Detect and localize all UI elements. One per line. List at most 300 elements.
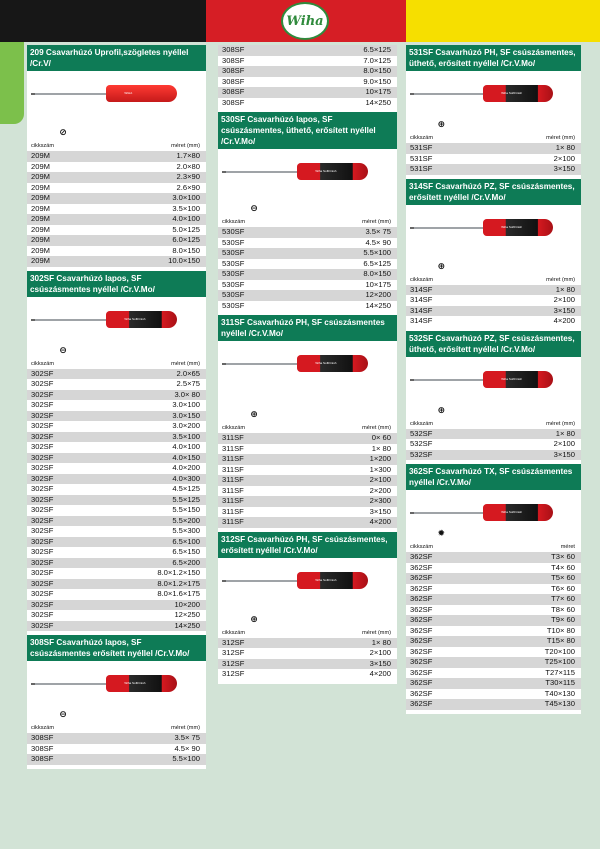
handle-label: Wiha SoftFinish — [124, 681, 146, 685]
product-section — [218, 532, 397, 684]
article-code: 362SF — [406, 552, 464, 563]
article-code: 311SF — [218, 475, 276, 486]
size-table — [218, 423, 397, 528]
article-code: 530SF — [222, 300, 245, 310]
size-value: T5× 60 — [464, 573, 581, 584]
section-title: 531SF Csavarhúzó PH, SF csúszásmentes, üthető, erősített nyéllel /Cr.V.Mo/ — [406, 45, 581, 71]
screwdriver-handle — [483, 219, 553, 236]
header-article: cikkszám — [410, 135, 433, 141]
article-code: 362SF — [406, 573, 464, 584]
size-value: 4.0×200 — [172, 463, 200, 473]
table-row — [27, 151, 206, 162]
screwdriver-handle — [106, 85, 178, 102]
article-code: 302SF — [31, 589, 54, 599]
article-code: 209M — [27, 256, 85, 267]
size-value: 3.0×150 — [85, 411, 206, 422]
table-row — [27, 172, 206, 183]
article-code: 311SF — [222, 485, 244, 495]
article-code: 308SF — [218, 66, 276, 77]
size-value: 6.5×100 — [85, 537, 206, 548]
screwdriver-handle — [106, 311, 178, 328]
table-row — [406, 657, 581, 668]
size-value: T3× 60 — [464, 552, 581, 563]
article-code: 302SF — [31, 442, 54, 452]
article-code: 302SF — [27, 516, 85, 527]
size-value: 1× 80 — [464, 143, 581, 154]
screwdriver-image — [406, 71, 581, 133]
size-value: T8× 60 — [551, 604, 575, 614]
article-code: 302SF — [27, 369, 85, 380]
tip-type-icon: ⊖ — [250, 203, 258, 213]
section-title: 209 Csavarhúzó Uprofil,szögletes nyéllel /Cr.V/ — [27, 45, 206, 71]
section-title: 362SF Csavarhúzó TX, SF csúszásmentes nyéllel /Cr.V.Mo/ — [406, 464, 581, 490]
article-code: 302SF — [27, 411, 85, 422]
article-code: 530SF — [218, 290, 276, 301]
screwdriver-tip — [222, 171, 226, 173]
product-section — [406, 464, 581, 714]
table-row — [27, 369, 206, 380]
handle-label: Wiha SoftFinish — [315, 361, 337, 365]
article-code: 302SF — [27, 558, 85, 569]
article-code: 362SF — [406, 678, 464, 689]
size-value: 1.7×80 — [85, 151, 206, 162]
size-value: 3×150 — [276, 659, 397, 670]
screwdriver-tip — [31, 319, 35, 321]
table-row — [218, 66, 397, 77]
tip-type-icon: ⊕ — [437, 119, 446, 129]
table-row — [218, 669, 397, 680]
column-middle — [218, 45, 397, 684]
header-article: cikkszám — [31, 360, 54, 367]
size-value: 8.0×150 — [276, 66, 397, 77]
article-code: 312SF — [222, 648, 245, 658]
size-value: 6.5×200 — [85, 558, 206, 569]
article-code: 362SF — [406, 699, 464, 710]
article-code: 531SF — [406, 164, 464, 175]
header-article: cikkszám — [410, 544, 433, 550]
size-value: T15× 80 — [464, 636, 581, 647]
article-code: 362SF — [410, 646, 433, 656]
size-value: 8.0×1.6×175 — [157, 589, 200, 599]
size-table — [218, 628, 397, 680]
handle-label: Wiha SoftFinish — [501, 224, 523, 229]
screwdriver-tip — [410, 227, 414, 229]
handle-label: Wiha SoftFinish — [315, 169, 337, 173]
table-header-row — [406, 542, 581, 552]
article-code: 362SF — [406, 615, 464, 626]
screwdriver-shaft — [224, 363, 299, 365]
table-row — [218, 238, 397, 249]
table-row — [218, 659, 397, 670]
size-value: 7.0×125 — [363, 55, 391, 65]
screwdriver-tip — [31, 93, 35, 95]
screwdriver-shaft — [412, 93, 486, 95]
size-value: 3×150 — [369, 506, 391, 516]
table-row — [218, 269, 397, 280]
table-row — [406, 450, 581, 461]
table-row — [218, 87, 397, 98]
section-title: 308SF Csavarhúzó lapos, SF csúszásmentes erősített nyéllel /Cr.V.Mo/ — [27, 635, 206, 661]
size-value: 4.0×100 — [85, 214, 206, 225]
size-value: 2.5×75 — [176, 379, 200, 389]
handle-label: Wiha SoftFinish — [501, 510, 523, 514]
screwdriver-handle — [483, 85, 553, 102]
article-code: 302SF — [27, 390, 85, 401]
table-row — [218, 517, 397, 528]
article-code: 530SF — [218, 248, 276, 259]
section-spacer — [218, 680, 397, 684]
table-row — [406, 689, 581, 700]
article-code: 532SF — [410, 439, 433, 449]
size-table — [27, 359, 206, 632]
size-value: T40×130 — [544, 688, 575, 698]
screwdriver-handle — [483, 504, 553, 521]
article-code: 209M — [27, 235, 85, 246]
size-value: 6.5×150 — [172, 547, 200, 557]
size-value: 1×300 — [369, 464, 391, 474]
size-value: T6× 60 — [551, 583, 575, 593]
table-row — [406, 154, 581, 165]
tip-type-icon: ⊕ — [437, 404, 446, 415]
table-header-row — [218, 628, 397, 638]
table-row — [218, 98, 397, 109]
screwdriver-image — [406, 205, 581, 275]
table-row — [218, 486, 397, 497]
size-table — [406, 542, 581, 710]
table-row — [27, 754, 206, 765]
size-value: 8.0×150 — [172, 245, 200, 255]
screwdriver-tip — [222, 363, 226, 365]
table-row — [27, 246, 206, 257]
table-row — [218, 280, 397, 291]
table-row — [27, 225, 206, 236]
size-value: 14×250 — [365, 300, 391, 310]
size-value: T7× 60 — [464, 594, 581, 605]
size-value: 3.0×100 — [172, 400, 200, 410]
table-row — [218, 227, 397, 238]
header-article: cikkszám — [222, 219, 245, 225]
article-code: 531SF — [406, 143, 464, 154]
table-row — [27, 744, 206, 755]
table-row — [218, 475, 397, 486]
screwdriver-shaft — [33, 93, 108, 95]
screwdriver-tip — [222, 580, 226, 582]
band-yellow — [406, 0, 600, 42]
table-row — [27, 558, 206, 569]
table-row — [218, 507, 397, 518]
article-code: 308SF — [27, 733, 85, 744]
table-row — [27, 610, 206, 621]
size-value: 10×200 — [85, 600, 206, 611]
article-code: 530SF — [222, 279, 245, 289]
table-header-row — [406, 133, 581, 143]
screwdriver-shaft — [33, 319, 108, 321]
article-code: 302SF — [31, 379, 54, 389]
size-value: T10× 80 — [546, 625, 575, 635]
table-row — [406, 429, 581, 440]
table-row — [27, 495, 206, 506]
table-row — [218, 301, 397, 312]
article-code: 532SF — [406, 450, 464, 461]
screwdriver-shaft — [412, 227, 486, 229]
size-value: T9× 60 — [464, 615, 581, 626]
size-value: 3×150 — [464, 450, 581, 461]
size-value: 5.5×200 — [85, 516, 206, 527]
article-code: 308SF — [27, 754, 85, 765]
table-row — [27, 568, 206, 579]
article-code: 362SF — [406, 636, 464, 647]
section-title: 312SF Csavarhúzó PH, SF csúszásmentes, erősített nyéllel /Cr.V.Mo/ — [218, 532, 397, 558]
article-code: 311SF — [222, 506, 244, 516]
article-code: 302SF — [27, 432, 85, 443]
article-code: 311SF — [222, 443, 244, 453]
tip-type-icon: ⊖ — [59, 344, 67, 355]
size-value: T4× 60 — [551, 562, 575, 572]
header-article: cikkszám — [222, 425, 245, 431]
size-value: 5.5×300 — [172, 526, 200, 536]
size-value: 10×175 — [276, 87, 397, 98]
table-row — [406, 626, 581, 637]
header-size: méret (mm) — [362, 425, 391, 431]
article-code: 302SF — [31, 421, 54, 431]
article-code: 312SF — [218, 638, 276, 649]
size-value: 12×250 — [174, 610, 200, 620]
table-row — [406, 573, 581, 584]
table-row — [27, 235, 206, 246]
screwdriver-shaft — [224, 171, 299, 173]
tip-type-icon: ⊕ — [437, 260, 446, 271]
size-value: 1×200 — [276, 454, 397, 465]
section-title: 302SF Csavarhúzó lapos, SF csúszásmentes nyéllel /Cr.V.Mo/ — [27, 271, 206, 297]
table-row — [406, 563, 581, 574]
article-code: 302SF — [27, 474, 85, 485]
size-value: 0× 60 — [276, 433, 397, 444]
article-code: 312SF — [218, 659, 276, 670]
size-table — [406, 133, 581, 175]
column-left — [27, 45, 206, 769]
article-code: 362SF — [406, 657, 464, 668]
size-value: 2×100 — [553, 439, 575, 449]
table-row — [27, 421, 206, 432]
size-value: 3.5× 75 — [276, 227, 397, 238]
table-row — [218, 496, 397, 507]
size-table — [27, 723, 206, 765]
screwdriver-image — [27, 297, 206, 359]
size-value: 6.5×125 — [276, 45, 397, 56]
table-row — [406, 636, 581, 647]
article-code: 314SF — [406, 285, 464, 296]
size-value: 4.0×150 — [85, 453, 206, 464]
screwdriver-image — [406, 357, 581, 419]
table-row — [218, 444, 397, 455]
article-code: 314SF — [410, 316, 433, 326]
header-article: cikkszám — [31, 143, 54, 149]
table-row — [27, 256, 206, 267]
article-code: 209M — [27, 172, 85, 183]
size-value: 3.0×100 — [85, 193, 206, 204]
size-value: 3.5× 75 — [85, 733, 206, 744]
size-value: 4×200 — [553, 316, 575, 326]
screwdriver-image — [27, 661, 206, 723]
table-header-row — [27, 359, 206, 369]
article-code: 302SF — [31, 526, 54, 536]
table-row — [27, 463, 206, 474]
tip-type-icon: ✹ — [437, 528, 446, 538]
article-code: 302SF — [31, 505, 54, 515]
article-code: 209M — [31, 224, 50, 234]
table-row — [27, 400, 206, 411]
size-value: 2×100 — [369, 648, 391, 658]
size-value: 4×200 — [276, 517, 397, 528]
screwdriver-handle — [106, 675, 178, 692]
section-title: 311SF Csavarhúzó PH, SF csúszásmentes nyéllel /Cr.V.Mo/ — [218, 315, 397, 341]
article-code: 302SF — [31, 463, 54, 473]
table-row — [27, 537, 206, 548]
size-table — [218, 217, 397, 311]
article-code: 362SF — [410, 688, 433, 698]
wiha-logo — [281, 2, 329, 40]
table-row — [218, 77, 397, 88]
table-row — [406, 594, 581, 605]
product-section — [27, 271, 206, 636]
size-value: 3×150 — [464, 306, 581, 317]
size-value: 14×250 — [365, 97, 391, 107]
size-value: 4×200 — [369, 669, 391, 679]
handle-label: Wiha SoftFinish — [315, 577, 337, 582]
size-value: 10.0×150 — [85, 256, 206, 267]
table-row — [406, 552, 581, 563]
table-row — [406, 605, 581, 616]
table-row — [27, 621, 206, 632]
header-size: méret (mm) — [171, 143, 200, 149]
size-value: 2.0×80 — [176, 161, 200, 171]
table-row — [406, 143, 581, 154]
screwdriver-tip — [410, 379, 414, 381]
header-size: méret (mm) — [362, 219, 391, 225]
column-right — [406, 45, 581, 714]
table-row — [27, 432, 206, 443]
size-value: 3.5×100 — [85, 432, 206, 443]
screwdriver-tip — [31, 683, 35, 685]
article-code: 531SF — [410, 153, 433, 163]
logo-text: Wiha — [286, 13, 324, 29]
table-header-row — [218, 423, 397, 433]
screwdriver-image — [218, 149, 397, 217]
section-title: 532SF Csavarhúzó PZ, SF csúszásmentes, üthető, erősített nyéllel /Cr.V.Mo/ — [406, 331, 581, 357]
table-header-row — [27, 723, 206, 733]
table-row — [218, 248, 397, 259]
screwdriver-shaft — [33, 683, 108, 685]
screwdriver-tip — [410, 93, 414, 95]
product-section — [406, 331, 581, 465]
section-spacer — [27, 765, 206, 769]
table-header-row — [218, 217, 397, 227]
article-code: 209M — [31, 182, 50, 192]
size-value: 1× 80 — [371, 443, 391, 453]
table-row — [406, 678, 581, 689]
article-code: 530SF — [222, 258, 245, 268]
handle-label: Wiha SoftFinish — [501, 376, 523, 381]
article-code: 209M — [31, 161, 50, 171]
header-size: méret (mm) — [362, 629, 391, 636]
table-row — [406, 584, 581, 595]
table-row — [27, 453, 206, 464]
size-value: T30×115 — [464, 678, 581, 689]
product-section — [27, 635, 206, 769]
table-row — [27, 442, 206, 453]
article-code: 311SF — [218, 517, 276, 528]
article-code: 209M — [31, 245, 50, 255]
article-code: 302SF — [27, 621, 85, 632]
product-section — [218, 315, 397, 532]
size-value: 8.0×150 — [276, 269, 397, 280]
handle-label: WIHA — [124, 91, 133, 95]
size-value: 2×300 — [276, 496, 397, 507]
product-section — [218, 45, 397, 112]
table-row — [218, 56, 397, 67]
article-code: 302SF — [31, 484, 54, 494]
header-size: méret (mm) — [546, 420, 575, 427]
screwdriver-handle — [297, 355, 369, 372]
table-row — [218, 454, 397, 465]
size-value: 4.0×100 — [172, 442, 200, 452]
table-header-row — [27, 141, 206, 151]
header-size: méret (mm) — [171, 360, 200, 367]
table-row — [27, 411, 206, 422]
article-code: 302SF — [27, 537, 85, 548]
table-row — [218, 433, 397, 444]
header-article: cikkszám — [222, 629, 245, 636]
article-code: 362SF — [410, 583, 433, 593]
table-row — [27, 390, 206, 401]
band-black — [0, 0, 206, 42]
size-value: 2.6×90 — [176, 182, 200, 192]
size-value: 5.5×150 — [172, 505, 200, 515]
table-row — [406, 316, 581, 327]
size-value: T27×115 — [545, 667, 575, 677]
screwdriver-shaft — [224, 580, 299, 582]
article-code: 362SF — [406, 594, 464, 605]
table-row — [406, 668, 581, 679]
size-value: 2×100 — [276, 475, 397, 486]
table-row — [27, 579, 206, 590]
table-row — [27, 214, 206, 225]
size-value: 6.5×125 — [363, 258, 391, 268]
table-row — [27, 589, 206, 600]
size-table — [218, 45, 397, 108]
size-value: 2×100 — [553, 295, 575, 305]
screwdriver-image — [218, 341, 397, 423]
size-value: 1× 80 — [464, 285, 581, 296]
article-code: 302SF — [31, 610, 54, 620]
table-row — [27, 526, 206, 537]
size-value: 10×175 — [365, 279, 391, 289]
article-code: 308SF — [222, 55, 245, 65]
article-code: 302SF — [27, 453, 85, 464]
article-code: 362SF — [410, 604, 433, 614]
table-row — [218, 45, 397, 56]
table-row — [406, 295, 581, 306]
article-code: 302SF — [31, 547, 54, 557]
size-value: 2×100 — [553, 153, 575, 163]
table-row — [218, 259, 397, 270]
table-row — [218, 290, 397, 301]
size-value: 5.5×100 — [276, 248, 397, 259]
size-value: 9.0×150 — [363, 76, 391, 86]
article-code: 532SF — [406, 429, 464, 440]
tip-type-icon: ⊘ — [59, 127, 67, 137]
article-code: 311SF — [222, 464, 244, 474]
